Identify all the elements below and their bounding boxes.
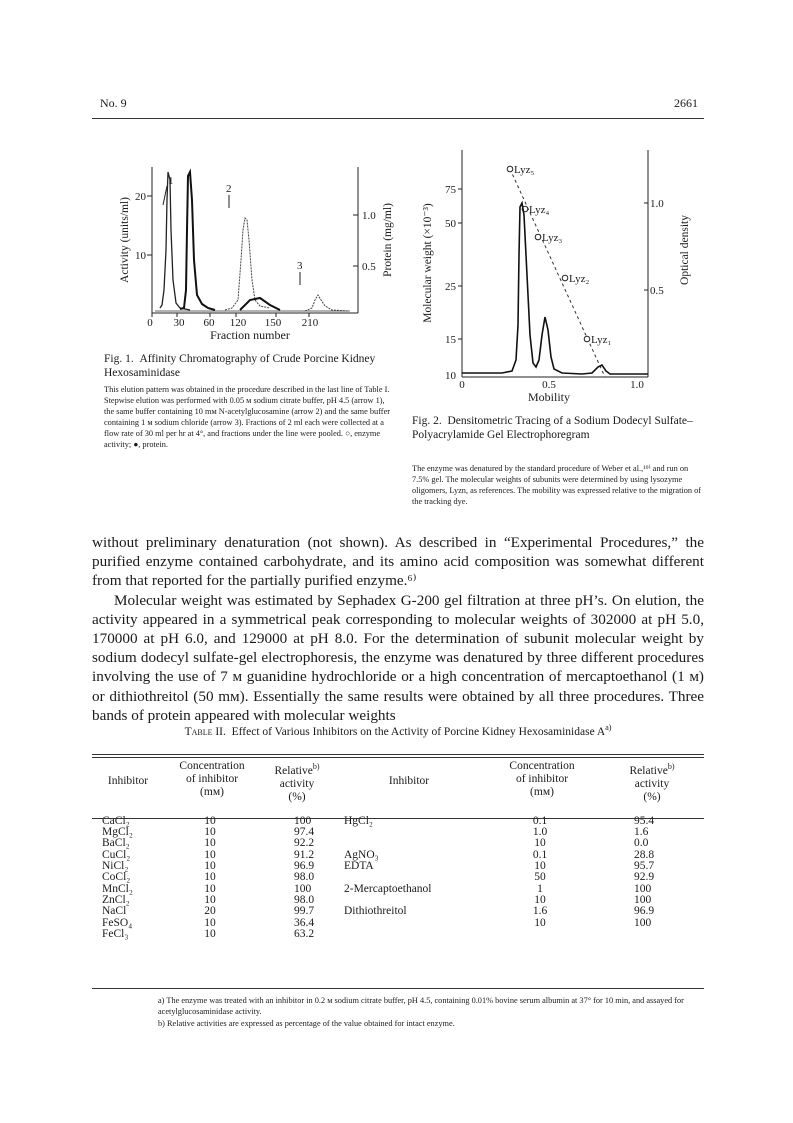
table-cell [334,827,484,838]
table-cell: 98.0 [294,871,315,884]
table-cell: 2-Mercaptoethanol [344,882,432,895]
arrow-label: 2 [226,183,232,195]
table-row [92,827,704,838]
table-cell: 100 [294,814,312,827]
table-cell: 10 [204,916,216,929]
x-tick: 150 [264,317,282,329]
table-cell: NaCl [102,905,127,918]
table-cell: 10 [204,882,216,895]
x-tick: 210 [301,317,319,329]
table-cell: EDTA [344,860,374,873]
col-inhibitor: Inhibitor [107,775,149,788]
table-header-row [92,760,704,810]
table-row [92,929,704,940]
table-cell: MnCl₂ [102,882,133,895]
fig2-title-text: Densitometric Tracing of a Sodium Dodecyl Sulfate–Polyacrylamide Gel Electrophoregram [412,415,693,441]
table2-title-note: a) [605,723,612,732]
inhibitor-table [92,760,704,940]
table-rule-bottom [92,988,704,989]
col-concentration: Concentration of inhibitor (mм) [179,760,245,798]
densitometric-trace [462,203,648,374]
y-right-axis-label: Protein (mg/ml) [382,203,394,277]
y-left-tick: 50 [445,218,456,230]
table-cell: NiCl₂ [102,860,129,873]
table-cell: 96.9 [294,860,315,873]
table-cell: 100 [294,882,312,895]
arrow-label: 3 [297,260,303,272]
table-cell: 10 [204,848,216,861]
table-cell: 20 [204,905,216,918]
table-cell: 10 [534,916,546,929]
table-cell: FeSO₄ [102,916,133,929]
fig2-title [412,414,707,442]
y-left-axis-label: Activity (units/ml) [119,197,131,283]
table2-title [92,721,704,739]
table-row [92,872,704,883]
table-row [92,861,704,872]
table2-title-text: Effect of Various Inhibitors on the Activity of Porcine Kidney Hexosaminidase A [231,725,606,738]
y-right-tick: 1.0 [362,210,376,222]
table-row [92,906,704,917]
table-cell: 10 [204,860,216,873]
y-right-tick: 0.5 [362,261,376,273]
x-tick: 120 [229,317,247,329]
table-cell: 95.4 [634,814,655,827]
lyz5-label: Lyz₅ [514,164,535,176]
table-cell [484,929,600,940]
table-cell: HgCl₂ [344,814,373,827]
table-footnote-a: a) The enzyme was treated with an inhibitor in 0.2 м sodium citrate buffer, pH 4.5, containing 0.01% bovine serum albumin at 37° for 10 min, and assayed for acetylglucosaminidase activity. [158,996,684,1016]
table-cell: 91.2 [294,848,315,861]
y-left-tick: 15 [445,334,456,346]
col-inhibitor-2: Inhibitor [388,775,430,788]
lyz3-label: Lyz₃ [542,232,563,244]
y-right-axis-label: Optical density [679,215,691,285]
x-tick: 0 [147,317,153,329]
table-cell: 10 [204,837,216,850]
x-tick: 1.0 [630,379,644,391]
lyz3-marker [535,234,541,240]
lyz2-label: Lyz₂ [569,273,590,285]
table-cell: 1.0 [532,826,548,839]
col-relative-activity-2: Relative$^{b)}$ activity (%) [629,762,675,803]
y-left-tick: 25 [445,281,456,293]
y-right-tick: 1.0 [650,198,664,210]
table-rule-top [92,754,704,755]
x-axis-label: Mobility [527,390,571,404]
table-cell: 92.2 [294,837,315,850]
paragraph-1: without preliminary denaturation (not shown). As described in “Experimental Procedures,” the purified enzyme contained carbohydrate, and its amino acid composition was somewhat different from that reported for the partially purified enzyme.⁶⁾ [92,534,704,590]
table-cell: 99.7 [294,905,315,918]
table-cell: AgNO₃ [344,848,379,861]
table-cell [600,929,704,940]
page-number: 2661 [674,96,698,110]
table-cell: 98.0 [294,893,315,906]
table-row [92,838,704,849]
x-tick: 30 [173,317,185,329]
arrow-label: 1 [168,175,174,187]
table-cell: 0.0 [634,837,649,850]
table-cell: 63.2 [294,927,315,940]
fig2-caption: The enzyme was denatured by the standard procedure of Weber et al.,¹⁹⁾ and run on 7.5% gel. The molecular weights of subunits were determined by using lysozyme oligomers, Lyzn, as references. The mobility was expressed relative to the migration of the tracking dye. [412,464,701,506]
x-tick: 0.5 [542,379,556,391]
x-tick: 0 [459,379,465,391]
table-cell: FeCl₃ [102,927,129,940]
table-cell: MgCl₂ [102,826,133,839]
table-footnote-b: b) Relative activities are expressed as percentage of the value obtained for intact enzyme. [158,1019,455,1028]
table-row [92,918,704,929]
x-tick: 60 [203,317,215,329]
table-cell: 10 [204,893,216,906]
journal-issue: No. 9 [100,96,127,110]
table-row [92,884,704,895]
table-cell: 100 [634,893,652,906]
header-rule [92,118,704,119]
table-cell: 10 [204,814,216,827]
lyz1-marker [584,336,590,342]
table-cell: 10 [204,871,216,884]
y-left-tick: 10 [445,370,456,382]
lyz5-marker [507,166,513,172]
body-text [92,533,704,725]
fig1-title-text: Affinity Chromatography of Crude Porcine Kidney Hexosaminidase [104,353,376,379]
table-header-rule [92,818,704,819]
col-relative-activity: Relative$^{b)}$ activity (%) [274,762,320,803]
table-cell: 10 [534,837,546,850]
table-rule-top-2 [92,757,704,758]
col-concentration-2: Concentration of inhibitor (mм) [509,760,575,798]
table-cell: 28.8 [634,848,655,861]
table-cell: 50 [534,871,546,884]
table-cell: Dithiothreitol [344,905,407,918]
y-right-tick: 0.5 [650,285,664,297]
table-cell: CaCl₂ [102,814,130,827]
y-left-axis-label: Molecular weight (×10⁻³) [422,203,434,323]
table-cell [334,929,484,940]
fig1-label: Fig. 1. [104,353,134,365]
table-cell: 95.7 [634,860,655,873]
table-cell: 0.1 [532,848,548,861]
table-cell: 96.9 [634,905,655,918]
table-cell [334,918,484,929]
y-left-tick: 20 [135,191,146,203]
figure-2-chart [412,145,712,407]
table-cell: 1 [537,882,543,895]
table-cell: 92.9 [634,871,655,884]
fig1-caption: This elution pattern was obtained in the procedure described in the last line of Table I. Stepwise elution was performed with 0.05 м sodium citrate buffer, pH 4.5 (arrow 1), the same buffer containing 10 mм N-acetylglucosamine (arrow 2) and the same buffer containing 1 м sodium chloride (arrow 3). Fractions of 2 ml each were collected at a flow rate of 30 ml per hr at 4°, and fractions under the line were pooled. ○, enzyme activity; ●, protein. [104,385,391,449]
table-cell: 1.6 [532,905,548,918]
fig2-label: Fig. 2. [412,415,442,427]
table-cell: 1.6 [634,826,649,839]
table-cell: 10 [204,927,216,940]
table-cell: CoCl₂ [102,871,131,884]
table-cell: BaCl₂ [102,837,130,850]
table-row [92,850,704,861]
table-cell: 10 [534,893,546,906]
table-cell: 97.4 [294,826,315,839]
y-left-tick: 10 [135,250,146,262]
peak-2-protein-curve [180,172,215,310]
table-cell: 10 [204,826,216,839]
lyz4-label: Lyz₄ [529,204,550,216]
table-cell: 100 [634,916,652,929]
table-cell: 100 [634,882,652,895]
lyz1-label: Lyz₁ [591,334,612,346]
table-cell: CuCl₂ [102,848,131,861]
table-cell: 0.1 [532,814,548,827]
fig1-title [104,352,404,380]
figure-1-chart [100,140,400,350]
table-cell: 10 [534,860,546,873]
peak-3-activity-curve [225,218,270,310]
protein-bump-curve [240,298,280,310]
table-cell [334,872,484,883]
table-cell: 36.4 [294,916,315,929]
peak-4-curve [305,295,348,311]
paragraph-2: Molecular weight was estimated by Sephadex G-200 gel filtration at three pH’s. On elution, the activity appeared in a symmetrical peak corresponding to molecular weights of 302000 at pH 5.0, 170000 at pH 6.0, and 129000 at pH 8.0. For the determination of subunit molecular weight by sodium dodecyl sulfate-gel electrophoresis, the enzyme was denatured by three different procedures involving the use of 7 м guanidine hydrochloride or a high concentration of mercaptoethanol (1 м) or dithiothreitol (50 mм). Essentially the same results were obtained by all three procedures. Three bands of protein appeared with molecular weights [92,591,704,724]
y-left-tick: 75 [445,184,456,196]
table2-label: Table II. [184,725,226,738]
table-cell: ZnCl₂ [102,893,130,906]
lyz2-marker [562,275,568,281]
x-axis-label: Fraction number [210,328,290,342]
